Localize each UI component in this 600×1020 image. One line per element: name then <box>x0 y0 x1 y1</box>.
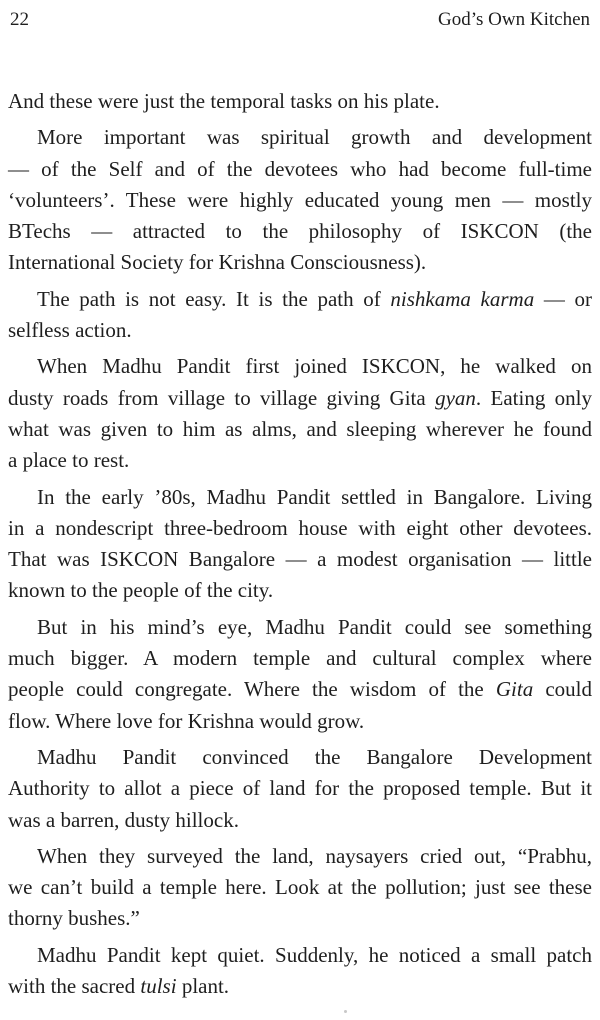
text-run: — or <box>534 286 592 311</box>
paragraph-8 <box>8 841 592 935</box>
text-run: could <box>533 677 592 702</box>
italic-term: Gita <box>495 677 534 702</box>
text-line: And these were just the temporal tasks on his plate. <box>8 89 440 113</box>
paragraph-2 <box>8 122 592 278</box>
text-run: dusty roads from village to village giving Gita <box>8 385 436 410</box>
paragraph-4 <box>8 351 592 476</box>
paragraph-1 <box>8 86 592 117</box>
text-run: people could congregate. Where the wisdom of the <box>8 677 496 702</box>
italic-term: nishkama karma <box>390 286 535 311</box>
text-line: More important was spiritual growth and development <box>37 125 592 150</box>
text-line: — of the Self and of the devotees who had become full-time <box>8 156 592 181</box>
text-line: That was ISKCON Bangalore — a modest organisation — little <box>8 547 592 572</box>
text-line: Madhu Pandit kept quiet. Suddenly, he noticed a small patch <box>37 942 592 967</box>
text-run: plant. <box>176 974 230 999</box>
text-line: in a nondescript three-bedroom house with eight other devotees. <box>8 515 592 540</box>
paragraph-9 <box>8 940 592 1003</box>
italic-term: tulsi <box>140 974 177 999</box>
text-line: Authority to allot a piece of land for the proposed temple. But it <box>8 776 592 801</box>
text-line: thorny bushes.” <box>8 906 140 931</box>
book-title: God’s Own Kitchen <box>438 9 590 30</box>
text-run: The path is not easy. It is the path of <box>37 286 391 311</box>
text-line <box>8 674 592 705</box>
text-line <box>8 284 592 315</box>
text-line: International Society for Krishna Consciousness). <box>8 250 427 275</box>
running-head <box>10 7 590 33</box>
page-number: 22 <box>10 9 29 30</box>
text-line: was a barren, dusty hillock. <box>8 807 239 832</box>
text-line <box>8 383 592 414</box>
paragraph-5 <box>8 482 592 607</box>
italic-term: gyan <box>435 385 476 410</box>
text-line: BTechs — attracted to the philosophy of ISKCON (the <box>8 219 592 244</box>
text-line: ‘volunteers’. These were highly educated young men — mostly <box>8 187 592 212</box>
text-run: . Eating only <box>475 385 593 410</box>
text-run: with the sacred <box>8 974 141 999</box>
paragraph-6 <box>8 612 592 737</box>
text-line: we can’t build a temple here. Look at the pollution; just see these <box>8 875 592 900</box>
paragraph-7 <box>8 742 592 836</box>
text-line <box>8 971 592 1002</box>
paper-speck <box>344 1010 347 1013</box>
text-line: selfless action. <box>8 318 132 343</box>
text-line: Madhu Pandit convinced the Bangalore Development <box>37 744 592 769</box>
text-line: In the early ’80s, Madhu Pandit settled in Bangalore. Living <box>37 484 592 509</box>
text-line: much bigger. A modern temple and cultural complex where <box>8 646 592 671</box>
text-line: a place to rest. <box>8 448 130 473</box>
paragraph-3 <box>8 284 592 347</box>
text-line: known to the people of the city. <box>8 578 274 603</box>
text-line: what was given to him as alms, and sleeping wherever he found <box>8 416 592 441</box>
text-line: flow. Where love for Krishna would grow. <box>8 708 365 733</box>
text-line: But in his mind’s eye, Madhu Pandit could see something <box>37 614 592 639</box>
text-line: When they surveyed the land, naysayers cried out, “Prabhu, <box>37 843 592 868</box>
body-text <box>8 86 592 1007</box>
text-line: When Madhu Pandit first joined ISKCON, he walked on <box>37 354 592 379</box>
